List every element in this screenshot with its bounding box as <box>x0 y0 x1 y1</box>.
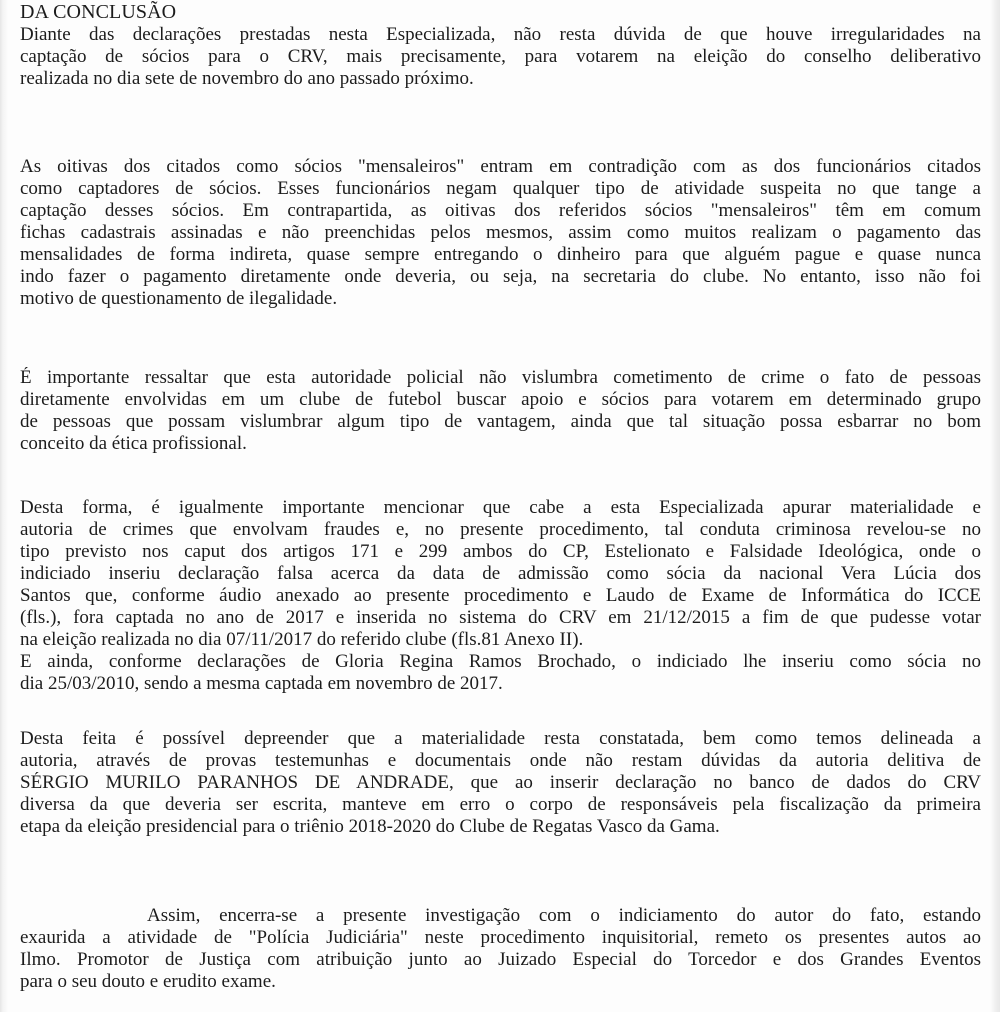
text-line: autoria, através de provas testemunhas e documentais onde não restam dúvidas da autoria delitiva de <box>20 750 981 771</box>
text-line: Ilmo. Promotor de Justiça com atribuição junto ao Juizado Especial do Torcedor e dos Grandes Eventos <box>20 949 981 970</box>
text-line: E ainda, conforme declarações de Gloria Regina Ramos Brochado, o indiciado lhe inseriu como sócia no <box>20 651 981 672</box>
text-line: como captadores de sócios. Esses funcionários negam qualquer tipo de atividade suspeita no que tange a <box>20 178 981 199</box>
text-line: captação desses sócios. Em contrapartida, as oitivas dos referidos sócios "mensaleiros" têm em comum <box>20 200 981 221</box>
text-line: motivo de questionamento de ilegalidade. <box>20 288 338 309</box>
text-line: É importante ressaltar que esta autoridade policial não vislumbra cometimento de crime o fato de pessoas <box>20 367 981 388</box>
text-line: (fls.), fora captada no ano de 2017 e inserida no sistema do CRV em 21/12/2015 a fim de que pudesse votar <box>20 607 981 628</box>
text-line: na eleição realizada no dia 07/11/2017 do referido clube (fls.81 Anexo II). <box>20 629 584 650</box>
paragraph-declarations <box>20 24 981 90</box>
text-line: Assim, encerra-se a presente investigação com o indiciamento do autor do fato, estando <box>147 905 981 926</box>
text-line: dia 25/03/2010, sendo a mesma captada em novembro de 2017. <box>20 673 503 694</box>
text-line: etapa da eleição presidencial para o triênio 2018-2020 do Clube de Regatas Vasco da Gama. <box>20 816 720 837</box>
paragraph-ethics <box>20 367 981 455</box>
text-line: Diante das declarações prestadas nesta Especializada, não resta dúvida de que houve irregularidades na <box>20 24 981 45</box>
text-line: mensalidades de forma indireta, quase sempre entregando o dinheiro para que alguém pague e quase nunca <box>20 244 981 265</box>
text-line: tipo previsto nos caput dos artigos 171 e 299 ambos do CP, Estelionato e Falsidade Ideológica, onde o <box>20 541 981 562</box>
paragraph-closing <box>20 905 981 993</box>
text-line: diretamente envolvidas em um clube de futebol buscar apoio e sócios para votarem em determinado grupo <box>20 389 981 410</box>
text-line: indiciado inseriu declaração falsa acerca da data de admissão como sócia da nacional Vera Lúcia dos <box>20 563 981 584</box>
text-line: conceito da ética profissional. <box>20 433 247 454</box>
text-line: autoria de crimes que envolvam fraudes e, no presente procedimento, tal conduta criminosa revelou-se no <box>20 519 981 540</box>
text-line: SÉRGIO MURILO PARANHOS DE ANDRADE, que ao inserir declaração no banco de dados do CRV <box>20 772 981 793</box>
text-line: captação de sócios para o CRV, mais precisamente, para votarem na eleição do conselho deliberativo <box>20 46 981 67</box>
text-line: para o seu douto e erudito exame. <box>20 971 276 992</box>
text-line: Desta feita é possível depreender que a materialidade resta constatada, bem como temos delineada a <box>20 728 981 749</box>
paragraph-testimonies <box>20 156 981 310</box>
text-line: Santos que, conforme áudio anexado ao presente procedimento e Laudo de Exame de Informática do ICCE <box>20 585 981 606</box>
text-line: exaurida a atividade de "Polícia Judiciária" neste procedimento inquisitorial, remeto os presentes autos ao <box>20 927 981 948</box>
text-line: Desta forma, é igualmente importante mencionar que cabe a esta Especializada apurar materialidade e <box>20 497 981 518</box>
text-line: realizada no dia sete de novembro do ano passado próximo. <box>20 68 474 89</box>
text-line: As oitivas dos citados como sócios "mensaleiros" entram em contradição com as dos funcionários citados <box>20 156 981 177</box>
text-line: de pessoas que possam vislumbrar algum tipo de vantagem, ainda que tal situação possa esbarrar no bom <box>20 411 981 432</box>
text-line: indo fazer o pagamento diretamente onde deveria, ou seja, na secretaria do clube. No entanto, isso não foi <box>20 266 981 287</box>
section-heading: DA CONCLUSÃO <box>20 1 177 23</box>
paragraph-crimes <box>20 497 981 695</box>
text-line: fichas cadastrais assinadas e não preenchidas pelos mesmos, assim como muitos realizam o pagamento das <box>20 222 981 243</box>
text-line: diversa da que deveria ser escrita, manteve em erro o corpo de responsáveis pela fiscalização da primeira <box>20 794 981 815</box>
paragraph-authorship <box>20 728 981 838</box>
